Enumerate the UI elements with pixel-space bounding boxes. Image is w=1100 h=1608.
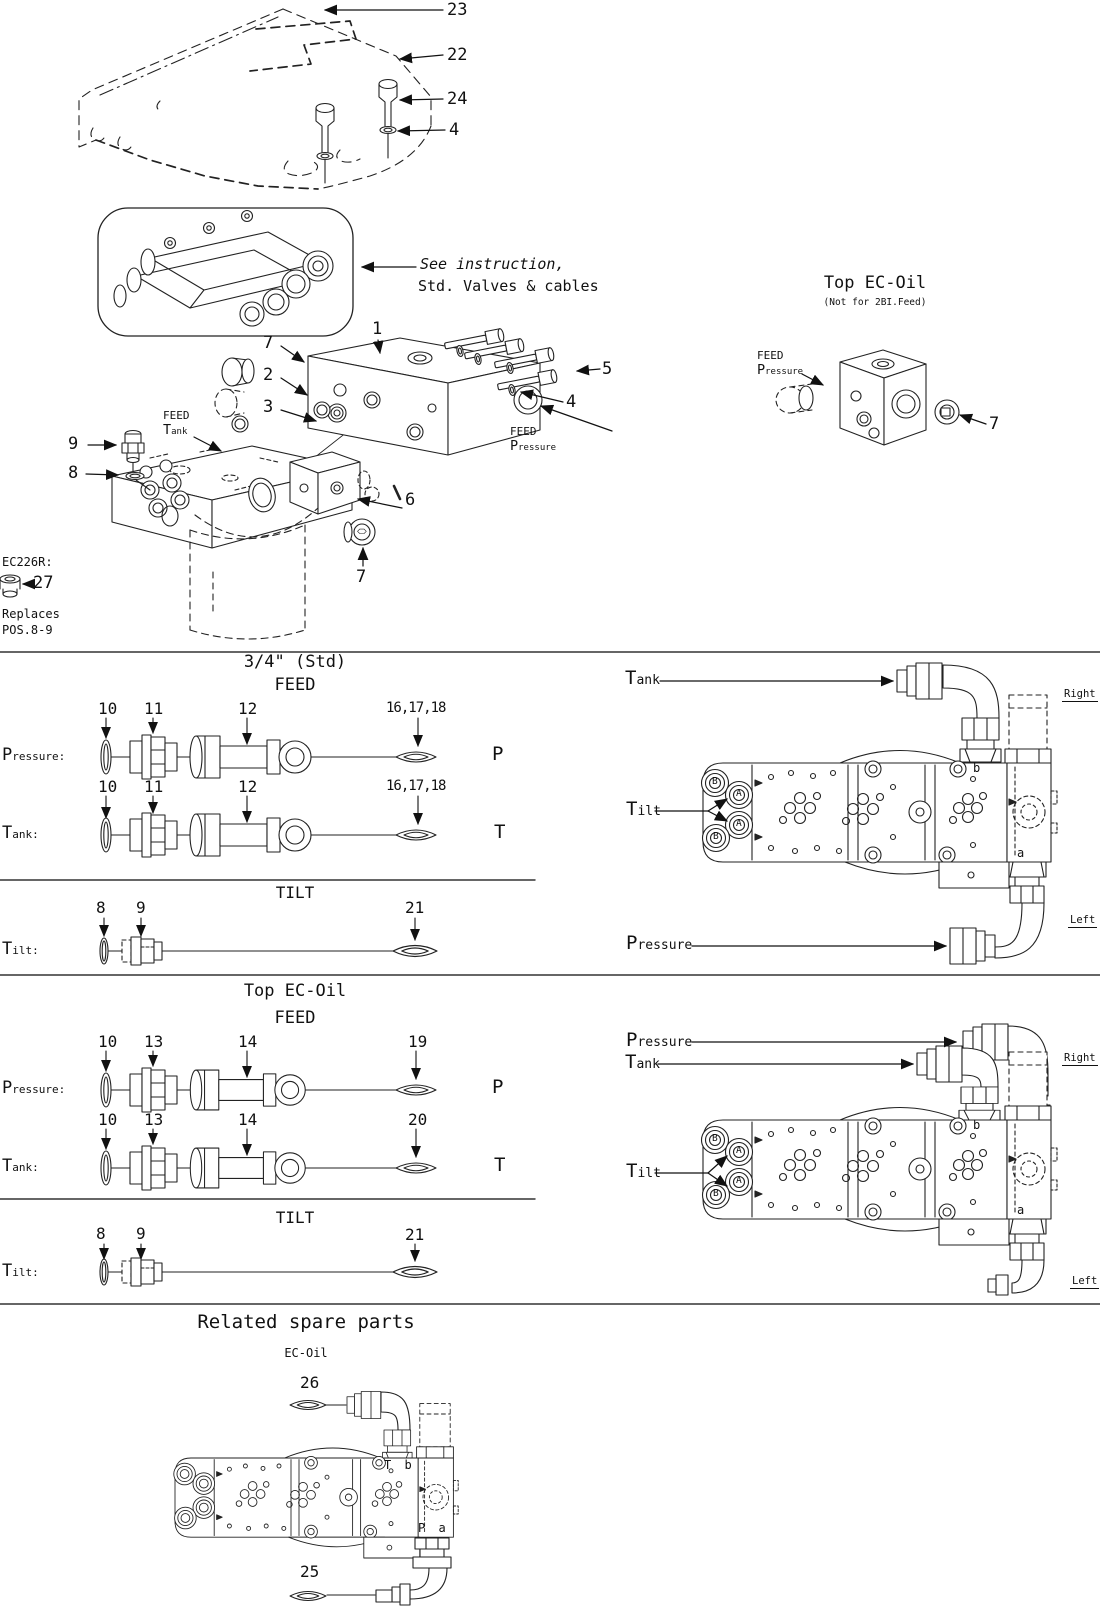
std-man-port-b-letter: b (973, 761, 981, 775)
std-tilt-callout-21: 21 (405, 898, 425, 917)
callout-27: 27 (33, 573, 54, 593)
top-ec-oil-block (776, 350, 959, 445)
std-tilt-title: TILT (275, 883, 315, 902)
std-man-port-a1: A (736, 788, 742, 799)
callout-4-top: 4 (449, 120, 460, 140)
related-callout-25: 25 (300, 1562, 320, 1581)
see-instruction-line2: Std. Valves & cables (418, 277, 599, 295)
callout-6: 6 (405, 490, 416, 510)
ecoil-tilt-callout-8: 8 (96, 1224, 106, 1243)
std-man-port-b1: B (712, 776, 718, 787)
cover-drawing (79, 9, 431, 189)
related-port-pa: P a (418, 1521, 449, 1535)
std-feed-subtitle: FEED (274, 675, 316, 695)
ecoil-man-port-a2: A (736, 1175, 742, 1186)
std-tilt-row-label: Tilt: (2, 939, 39, 959)
ecoil-t-callout-10: 10 (98, 1110, 118, 1129)
callout-7-bottom: 7 (356, 567, 367, 587)
ec226r-heading: EC226R: (2, 555, 53, 569)
std-p-callout-12: 12 (238, 699, 258, 718)
related-callout-26: 26 (300, 1373, 320, 1392)
std-man-left-label: Left (1068, 915, 1097, 928)
ecoil-man-pressure-label: Pressure (626, 1029, 693, 1051)
feed-tank-label-line1: FEED (163, 409, 190, 422)
ecoil-man-left-label: Left (1070, 1276, 1099, 1289)
std-man-port-a2: A (736, 818, 742, 829)
ecoil-t-callout-20: 20 (408, 1110, 428, 1129)
ecoil-port-p: P (492, 1076, 504, 1098)
callout-9: 9 (68, 434, 79, 454)
std-title: 3/4" (Std) (243, 652, 347, 672)
callout-8: 8 (68, 463, 79, 483)
ecoil-p-callout-10: 10 (98, 1032, 118, 1051)
teo-pressure-label: Pressure (757, 362, 804, 378)
teo-callout-7: 7 (989, 414, 1000, 434)
std-tilt-callout-9: 9 (136, 898, 146, 917)
ecoil-tilt-row-label: Tilt: (2, 1261, 39, 1281)
callout-23: 23 (447, 0, 468, 20)
callout-1: 1 (372, 319, 383, 339)
valve-bank-box (98, 208, 353, 336)
ecoil-p-callout-19: 19 (408, 1032, 428, 1051)
callout-2: 2 (263, 365, 274, 385)
lower-manifold-assembly (112, 431, 400, 640)
ecoil-man-port-a-letter: a (1017, 1203, 1025, 1217)
std-t-callout-10: 10 (98, 777, 118, 796)
related-title: Related spare parts (197, 1311, 415, 1333)
std-man-tilt-label: Tilt (626, 798, 661, 820)
ecoil-man-right-label: Right (1062, 1053, 1098, 1066)
std-pressure-row-label: Pressure: (2, 745, 66, 765)
callout-4-mid: 4 (566, 392, 577, 412)
see-instruction-line1: See instruction, (420, 255, 565, 273)
feed-tank-label-line2: Tank (163, 422, 188, 438)
top-ec-oil-subtitle: (Not for 2BI.Feed) (823, 297, 927, 308)
ecoil-man-tank-label: Tank (625, 1051, 660, 1073)
ecoil-p-callout-14: 14 (238, 1032, 258, 1051)
feed-pressure-label-line1: FEED (510, 425, 537, 438)
std-tilt-callout-8: 8 (96, 898, 106, 917)
std-p-callout-10: 10 (98, 699, 118, 718)
std-tank-row-label: Tank: (2, 823, 39, 843)
std-t-callout-11: 11 (144, 777, 164, 796)
ecoil-tilt-callout-21: 21 (405, 1225, 425, 1244)
replaces-line1: Replaces (2, 607, 60, 621)
ecoil-p-callout-13: 13 (144, 1032, 164, 1051)
std-man-port-a-letter: a (1017, 846, 1025, 860)
ecoil-t-callout-14: 14 (238, 1110, 258, 1129)
std-man-right-label: Right (1062, 689, 1098, 702)
std-t-callout-12: 12 (238, 777, 258, 796)
teo-feed-label: FEED (757, 349, 784, 362)
std-p-callout-11: 11 (144, 699, 164, 718)
ecoil-tilt-callout-9: 9 (136, 1224, 146, 1243)
ecoil-feed-subtitle: FEED (274, 1008, 316, 1028)
std-p-callout-161718: 16,17,18 (386, 700, 446, 716)
std-t-callout-161718: 16,17,18 (386, 778, 446, 794)
ecoil-man-tilt-label: Tilt (626, 1160, 661, 1182)
ecoil-man-port-b2: B (713, 1188, 719, 1199)
ecoil-pressure-row-label: Pressure: (2, 1078, 66, 1098)
std-port-p: P (492, 743, 504, 765)
callout-5: 5 (602, 359, 613, 379)
ecoil-man-port-b1: B (712, 1133, 718, 1144)
std-feed-rows (100, 718, 437, 965)
callout-3: 3 (263, 397, 274, 417)
std-man-tank-label: Tank (625, 667, 660, 689)
ecoil-title: Top EC-Oil (243, 981, 347, 1001)
ecoil-manifold (655, 1024, 1057, 1295)
cover-bolts (316, 80, 397, 184)
callout-7-left: 7 (263, 333, 274, 353)
std-man-pressure-label: Pressure (626, 932, 693, 954)
std-manifold (655, 663, 1057, 964)
related-subtitle: EC-Oil (284, 1346, 328, 1360)
related-port-tb: T b (384, 1458, 415, 1472)
callout-22: 22 (447, 45, 468, 65)
top-ec-oil-title: Top EC-Oil (823, 273, 927, 293)
callout-24: 24 (447, 89, 468, 109)
ecoil-port-t: T (494, 1154, 506, 1176)
std-man-port-b2: B (713, 831, 719, 842)
ecoil-feed-rows (100, 1051, 437, 1286)
ecoil-tank-row-label: Tank: (2, 1156, 39, 1176)
ecoil-man-port-b-letter: b (973, 1118, 981, 1132)
replaces-line2: POS.8-9 (2, 623, 53, 637)
feed-pressure-label-line2: Pressure (510, 438, 557, 454)
std-port-t: T (494, 821, 506, 843)
ecoil-tilt-title: TILT (275, 1208, 315, 1227)
ecoil-t-callout-13: 13 (144, 1110, 164, 1129)
ecoil-man-port-a1: A (736, 1145, 742, 1156)
ec226r-part-icon (0, 575, 20, 597)
